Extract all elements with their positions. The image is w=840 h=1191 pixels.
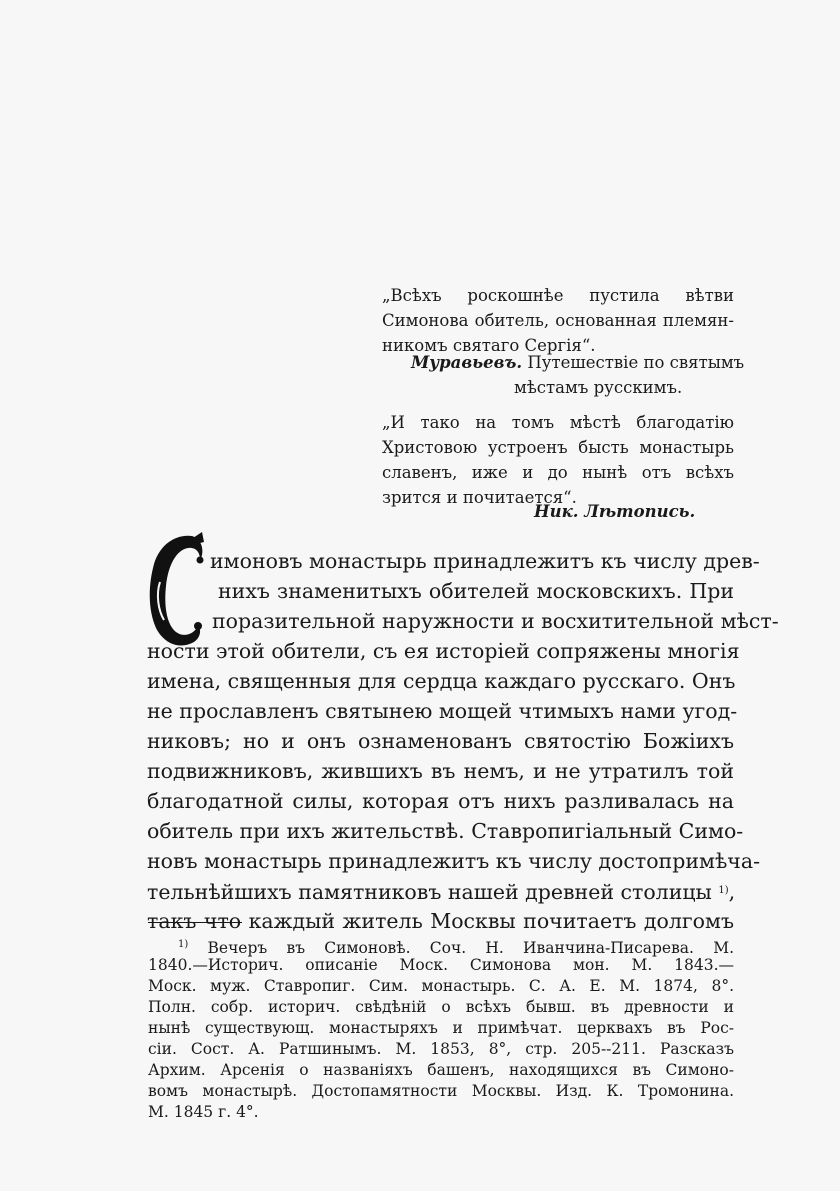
footnote-line: вомъ монастырѣ. Достопамятности Москвы. Изд. К. Тромонина. <box>148 1082 734 1100</box>
body-line: никовъ; но и онъ ознаменованъ святостію Божіихъ <box>147 729 734 753</box>
body-line: подвижниковъ, жившихъ въ немъ, и не утратилъ той <box>147 759 734 783</box>
footnote-reference: 1) <box>718 885 729 896</box>
footnote-marker: 1) <box>178 939 189 950</box>
epigraph-1-line: Симонова обитель, основанная племян- <box>382 311 734 330</box>
footnote-line: 1840.—Историч. описаніе Моск. Симонова мон. М. 1843.— <box>148 956 734 974</box>
epigraph-1-line: „Всѣхъ роскошнѣе пустила вѣтви <box>382 286 734 305</box>
epigraph-2-line: славенъ, иже и до нынѣ отъ всѣхъ <box>382 463 734 482</box>
body-line: имена, священныя для сердца каждаго русскаго. Онъ <box>147 669 736 693</box>
epigraph-1 <box>382 283 734 358</box>
epigraph-1-source-cont: мѣстамъ русскимъ. <box>514 378 683 397</box>
epigraph-1-line: никомъ святаго Сергія“. <box>382 336 596 355</box>
epigraph-2-line: „И тако на томъ мѣстѣ благодатію <box>382 413 734 432</box>
body-line: не прославленъ святынею мощей чтимыхъ нами угод- <box>147 699 738 723</box>
body-line: благодатной силы, которая отъ нихъ разливалась на <box>147 789 734 813</box>
body-line: имоновъ монастырь принадлежитъ къ числу древ- <box>210 549 760 573</box>
drop-cap-c <box>146 530 206 652</box>
body-line: ности этой обители, съ ея исторіей сопряжены многія <box>147 639 740 663</box>
footnote-line: Архим. Арсенія о названіяхъ башенъ, находящихся въ Симоно- <box>148 1061 734 1079</box>
footnote-divider <box>148 922 242 923</box>
footnote-line: Полн. собр. историч. свѣдѣній о всѣхъ бывш. въ древности и <box>148 998 734 1016</box>
epigraph-2-source <box>534 499 695 524</box>
epigraph-2 <box>382 410 734 510</box>
epigraph-2-line: Христовою устроенъ бысть монастырь <box>382 438 734 457</box>
epigraph-2-source-text: Ник. Лѣтопись. <box>534 502 696 521</box>
body-line: тельнѣйшихъ памятниковъ нашей древней столицы $^{1)}$, <box>147 880 736 904</box>
footnote-line: М. 1845 г. 4°. <box>148 1103 259 1121</box>
body-line: такъ что каждый житель Москвы почитаетъ долгомъ <box>147 909 734 933</box>
epigraph-1-attribution <box>411 350 744 375</box>
body-line: нихъ знаменитыхъ обителей московскихъ. При <box>218 579 734 603</box>
epigraph-1-source: Путешествіе по святымъ <box>527 353 745 372</box>
footnote-line: нынѣ существующ. монастыряхъ и примѣчат. церквахъ въ Рос- <box>148 1019 734 1037</box>
body-line: поразительной наружности и восхитительной мѣст- <box>212 609 779 633</box>
epigraph-1-author: Муравьевъ. <box>411 353 523 372</box>
footnote-line: сіи. Сост. А. Ратшинымъ. М. 1853, 8°, стр. 205--211. Разсказъ <box>148 1040 734 1058</box>
body-line: обитель при ихъ жительствѣ. Ставропигіальный Симо- <box>147 819 744 843</box>
body-line: новъ монастырь принадлежитъ къ числу достопримѣча- <box>147 849 761 873</box>
epigraph-2-line: зрится и почитается“. <box>382 488 577 507</box>
footnote-line: Моск. муж. Ставропиг. Сим. монастырь. С. А. Е. М. 1874, 8°. <box>148 977 734 995</box>
footnote-text: Вечеръ въ Симоновѣ. Соч. Н. Иванчина-Писарева. М. <box>207 939 734 957</box>
body-line-text: тельнѣйшихъ памятниковъ нашей древней столицы <box>147 880 712 904</box>
